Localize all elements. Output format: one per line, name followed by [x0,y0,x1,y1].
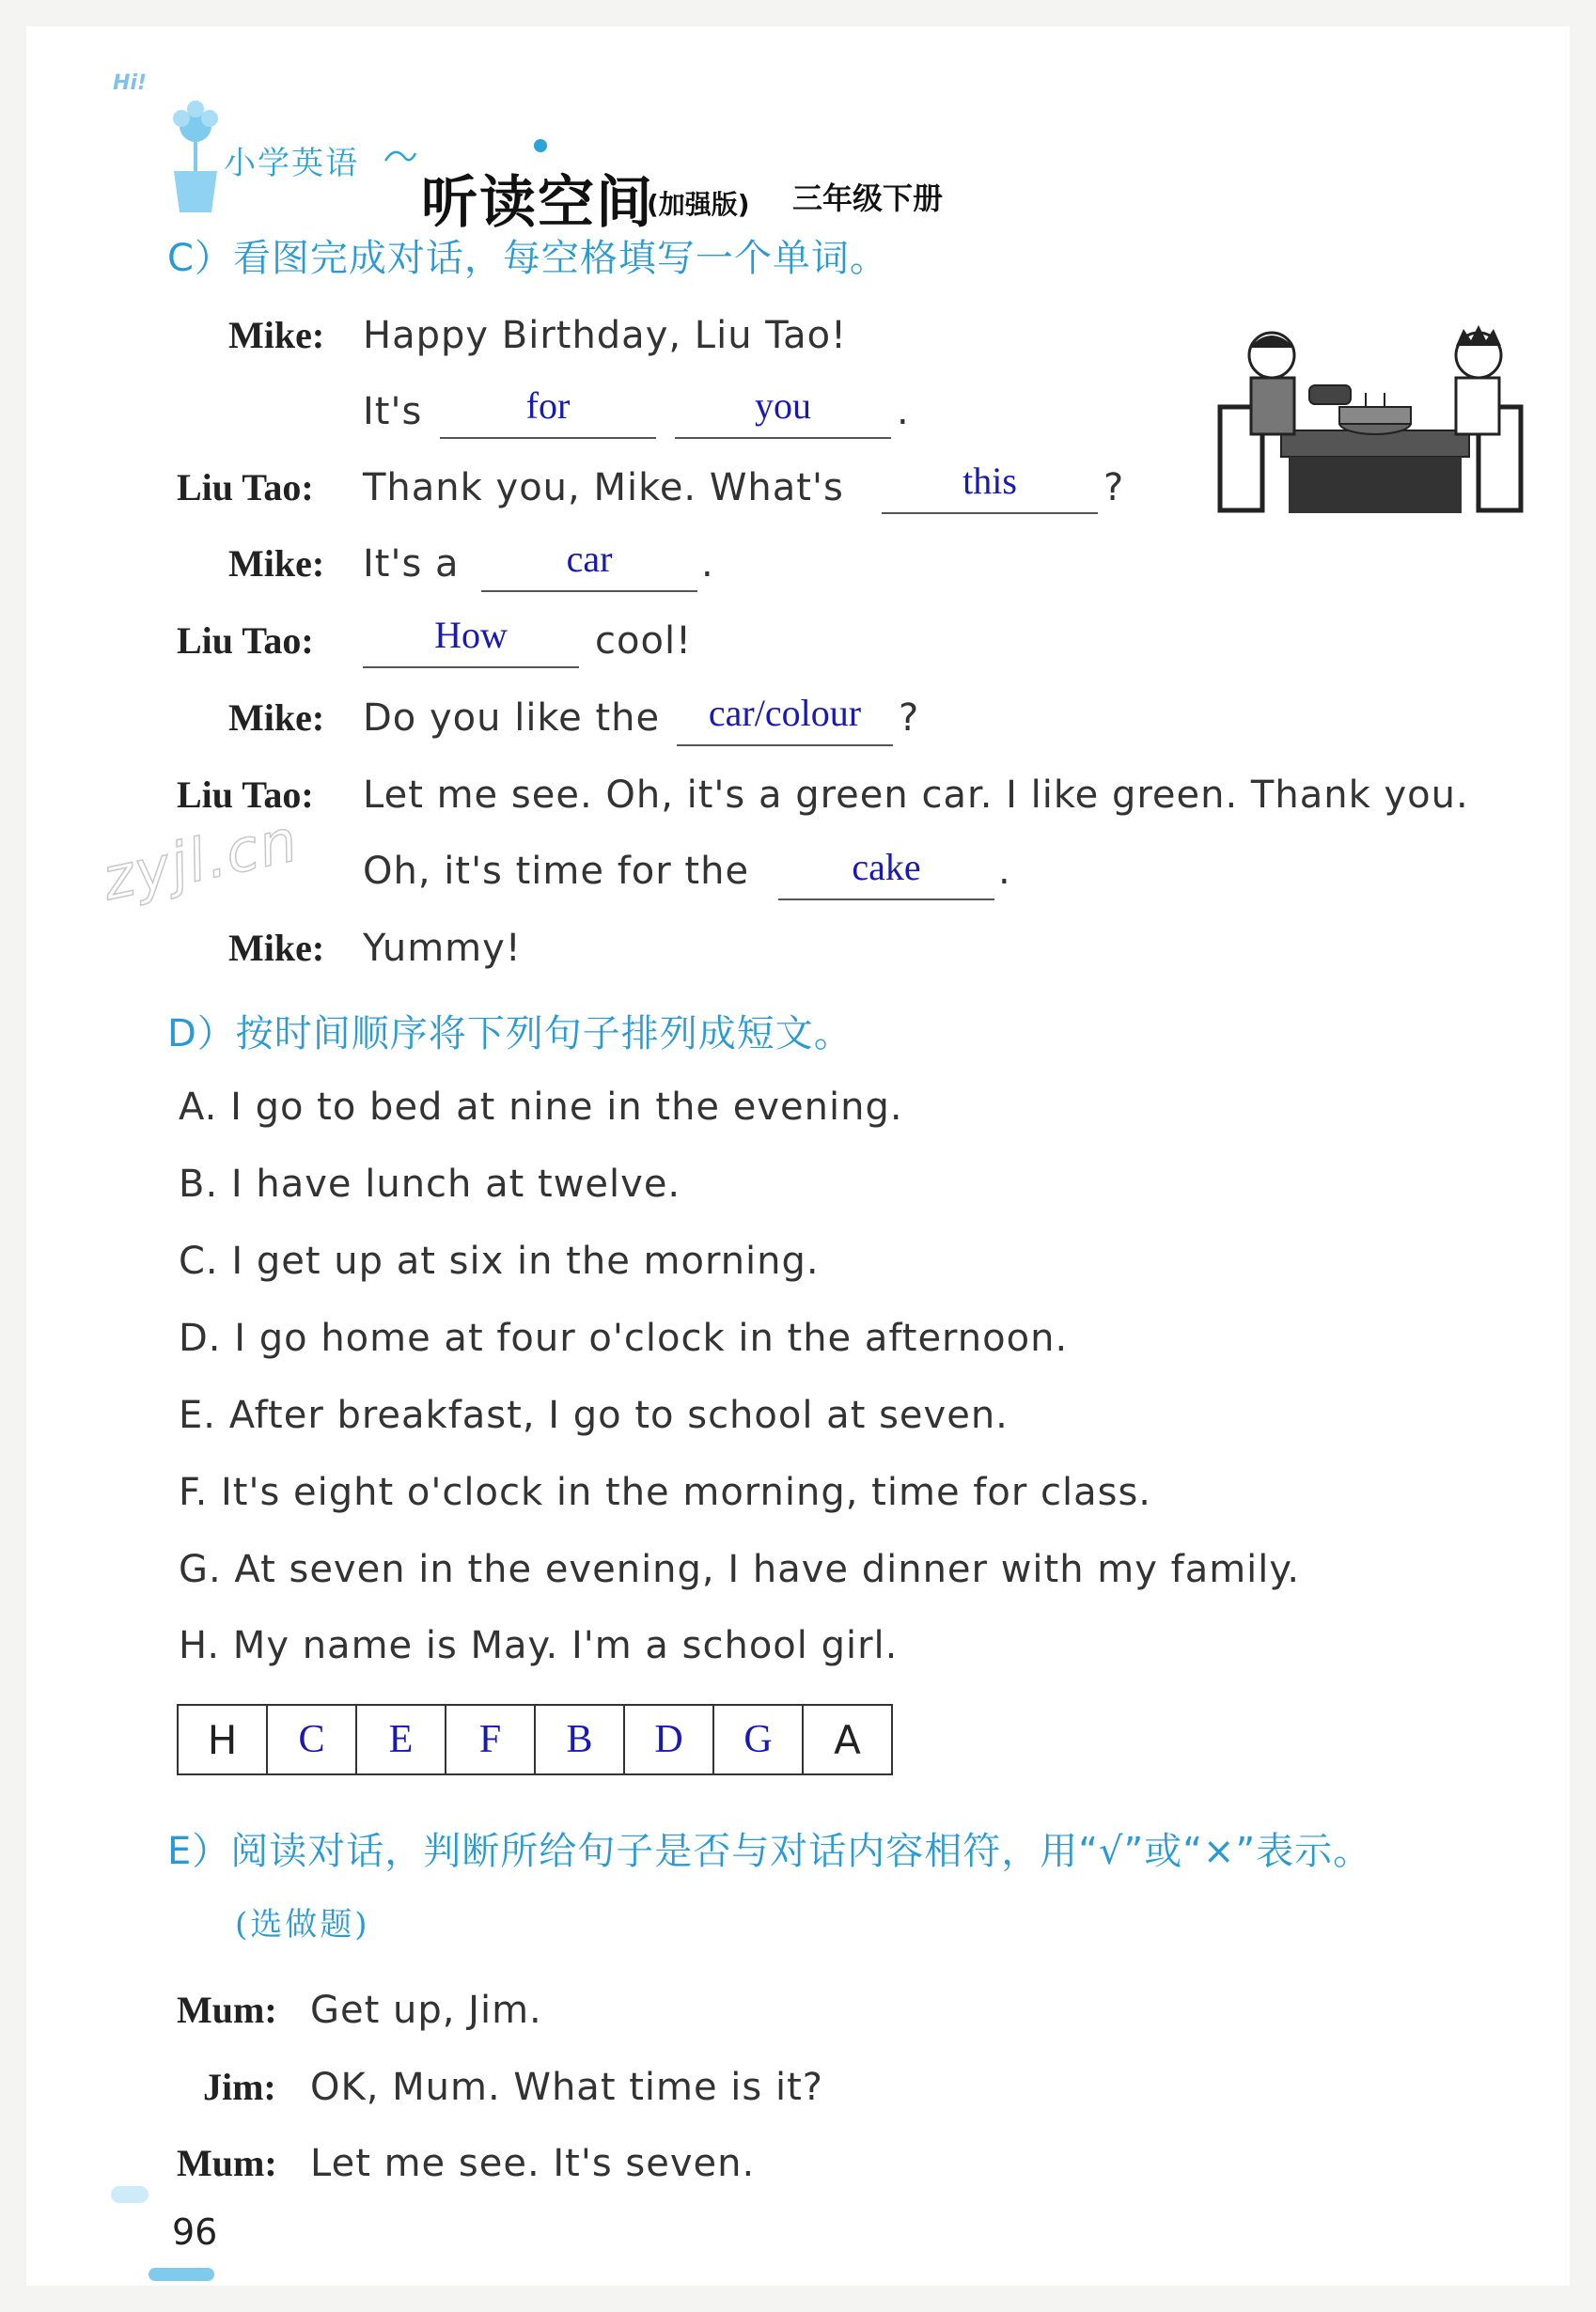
sentence-d: D. I go home at four o'clock in the afternoon. [179,1317,1069,1360]
speaker-mum: Mum: [177,2142,277,2184]
speaker-mike: Mike: [228,927,325,969]
section-d-title: D）按时间顺序将下列句子排列成短文。 [167,1012,853,1055]
brand-title: 听读空间 [421,170,654,236]
answer-blank [778,898,994,900]
order-cell: H [178,1705,267,1774]
answer-blank [677,744,893,746]
speaker-liu-tao: Liu Tao: [177,773,314,816]
order-cell: F [446,1705,535,1774]
answer-blank [481,590,697,592]
answer-blank [440,437,656,439]
dialogue-text: It's [363,390,423,433]
dialogue-text: Get up, Jim. [310,1989,542,2032]
punctuation: . [998,850,1011,893]
sentence-a: A. I go to bed at nine in the evening. [179,1086,903,1129]
order-cell: G [713,1705,803,1774]
swirl-icon [382,144,419,172]
dialogue-text: Yummy! [363,927,522,970]
section-e-title: E）阅读对话，判断所给句子是否与对话内容相符，用“√”或“×”表示。 [167,1830,1372,1873]
answer-text: How [434,614,508,656]
dialogue-text: Oh, it's time for the [363,850,750,893]
sentence-e: E. After breakfast, I go to school at seven. [179,1394,1009,1437]
sentence-c: C. I get up at six in the morning. [179,1240,820,1283]
order-cell: B [535,1705,624,1774]
speaker-mike: Mike: [228,314,325,356]
order-cell: E [356,1705,446,1774]
grade-label: 三年级下册 [792,180,944,216]
speaker-mike: Mike: [228,696,325,739]
dialogue-text: Let me see. Oh, it's a green car. I like green. Thank you. [363,773,1469,817]
optional-note: (选做题) [235,1906,370,1944]
dialogue-text: cool! [595,619,693,663]
order-cell: A [803,1705,892,1774]
sentence-f: F. It's eight o'clock in the morning, time for class. [179,1471,1151,1514]
hi-label: Hi! [113,71,147,95]
dialogue-text: OK, Mum. What time is it? [310,2066,823,2109]
birthday-illustration [1215,318,1526,520]
answer-blank [363,666,579,668]
order-cell: C [267,1705,356,1774]
dialogue-text: Happy Birthday, Liu Tao! [363,314,848,357]
workbook-page [26,26,1570,2286]
sentence-h: H. My name is May. I'm a school girl. [179,1624,899,1667]
punctuation: ? [1103,466,1125,509]
order-answer-table [177,1704,893,1775]
answer-text: cake [852,846,921,888]
sentence-b: B. I have lunch at twelve. [179,1163,681,1206]
answer-blank [675,437,891,439]
answer-text: you [755,384,811,427]
series-title: 小学英语 [224,145,359,182]
dialogue-text: Do you like the [363,696,661,740]
watermark: zyjl.cn [96,805,305,914]
speaker-mike: Mike: [228,542,325,585]
edition-label: (加强版) [647,189,750,220]
answer-text: car [566,538,613,580]
answer-text: this [962,460,1017,502]
speaker-liu-tao: Liu Tao: [177,619,314,662]
speaker-mum: Mum: [177,1989,277,2031]
punctuation: . [897,390,910,433]
sentence-g: G. At seven in the evening, I have dinner with my family. [179,1548,1301,1591]
footer-decoration [111,2186,149,2203]
dialogue-text: Thank you, Mike. What's [363,466,844,509]
speaker-jim: Jim: [203,2066,276,2108]
page-number: 96 [172,2211,218,2253]
dialogue-text: Let me see. It's seven. [310,2142,756,2185]
dot-icon [534,139,547,152]
section-c-title: C）看图完成对话，每空格填写一个单词。 [167,237,888,280]
punctuation: ? [899,696,920,740]
order-cell: D [624,1705,713,1774]
answer-blank [882,512,1098,514]
footer-decoration [149,2268,214,2281]
answer-text: for [525,384,571,427]
dialogue-text: It's a [363,542,460,586]
answer-text: car/colour [708,692,862,734]
speaker-liu-tao: Liu Tao: [177,466,314,508]
punctuation: . [701,542,714,586]
